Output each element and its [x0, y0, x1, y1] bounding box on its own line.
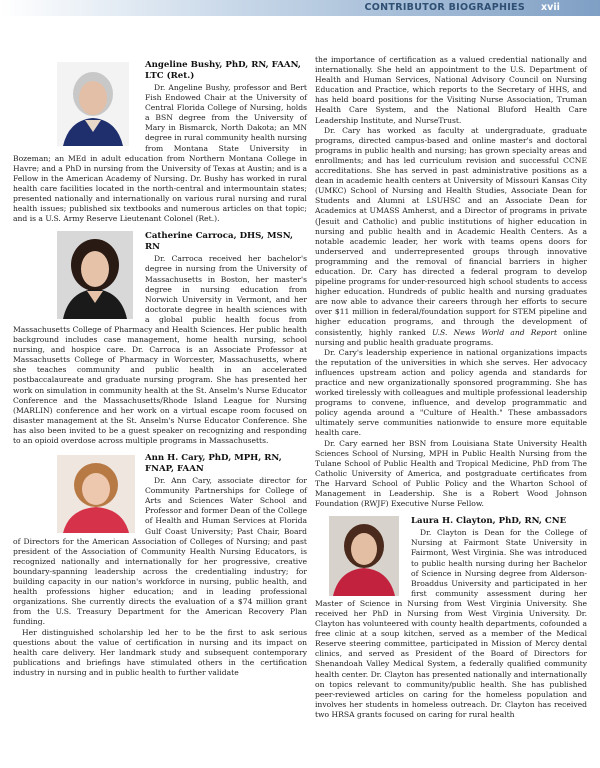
portrait-image	[57, 62, 129, 146]
photo-bushy	[57, 62, 137, 146]
bio-text: online nursing and public health graduate programs.	[315, 327, 588, 347]
bio-paragraph: Dr. Ann Cary, associate director for Community Partnerships for College of Arts and Sciences Water School and Professor and former Dean of the College of Health and Human Services at Florida Gulf Coast University; Past Chair, Board of Directors for the American Association of Colleges of Nursing; and past president of the Association of Community Health Nursing Educators, is recognized nationally and internationally for her progressive, creative boundary-spanning leadership across the credentialing industry; for building capacity in our nation's workforce in nursing, public health, and health professions higher education; and in leading professional organizations. She currently directs the evaluation of a $74 million grant from the U.S. Treasury Department for the American Recovery Plan funding.	[13, 476, 307, 627]
photo-carroca	[57, 231, 137, 319]
bio-cary	[13, 453, 307, 678]
bio-name: Ann H. Cary, PhD, MPH, RN, FNAP, FAAN	[145, 453, 282, 475]
bio-paragraph: Dr. Cary's leadership experience in national organizations impacts the reputation of the universities in which she serves. Her advocacy influences upstream action and policy agenda and standards for practice and new organizationally sponsored programming. She has worked tirelessly with colleagues and multiple professional leadership programs to convene, influence, and develop programmatic and policy agenda around a "Culture of Health." These ambassadors ultimately serve communities nationwide to ensure more equitable health care.	[315, 347, 587, 438]
bio-paragraph	[315, 126, 587, 348]
photo-clayton	[329, 516, 403, 596]
bio-bushy	[13, 60, 307, 224]
page-number: xvii	[541, 2, 560, 13]
portrait-image	[57, 455, 135, 533]
bio-paragraph: Dr. Carroca received her bachelor's degree in nursing from the University of Massachusetts in Boston, her master's degree in nursing education from Norwich University in Vermont, and her doctorate degree in health sciences with a global public health focus from Massachusetts College of Pharmacy and Health Sciences. Her public health background includes case management, home health nursing, school nursing, and hospice care. Dr. Carroca is an Associate Professor at Massachusetts College of Pharmacy in Worcester, Massachusetts, where she teaches community and public health in an accelerated postbaccalaureate and graduate nursing program. She has presented her work on simulation in community health at the St. Anselm's Nurse Educator Conference and the Massachusetts/Rhode Island League for Nursing (MARLIN) conference and her work on a virtual escape room focused on disaster management at the St. Anselm's Nurse Educator Conference. She has also been invited to be a guest speaker on recognizing and responding to an opioid overdose across multiple programs in Massachusetts.	[13, 254, 307, 445]
bio-name: Angeline Bushy, PhD, RN, FAAN, LTC (Ret.)	[145, 60, 301, 81]
bio-paragraph: Dr. Angeline Bushy, professor and Bert Fish Endowed Chair at the University of Central Florida College of Nursing, holds a BSN degree from the University of Mary in Bismarck, North Dakota; an MN degree in rural community health nursing from Montana State University in Bozeman; an MEd in adult education from Northern Montana College in Havre; and a PhD in nursing from the University of Texas at Austin; and is a Fellow in the American Academy of Nursing. Dr. Bushy has worked in rural health care facilities located in the north-central and intermountain states; presented nationally and internationally on various rural nursing and rural health issues; published six textbooks and numerous articles on that topic; and is a U.S. Army Reserve Lieutenant Colonel (Ret.).	[13, 83, 307, 224]
bio-name: Catherine Carroca, DHS, MSN, RN	[145, 231, 294, 253]
portrait-image	[57, 231, 133, 319]
bio-carroca	[13, 231, 307, 446]
photo-cary	[57, 455, 137, 533]
bio-paragraph: Her distinguished scholarship led her to be the first to ask serious questions about the value of certification in nursing and its impact on health care delivery. Her landmark study and subsequent contemporary publications and briefings have stimulated others in the certification industry in nursing and in public health to further validate	[13, 627, 307, 677]
bio-clayton	[315, 516, 587, 720]
left-column	[13, 60, 307, 678]
bio-paragraph: Dr. Cary earned her BSN from Louisiana State University Health Sciences School of Nursing, MPH in Public Health Nursing from the Tulane School of Public Health and Tropical Medicine, PhD from The Catholic University of America, and postgraduate certificates from The Harvard School of Public Policy and the Wharton School of Management in Leadership. She is a Robert Wood Johnson Foundation (RWJF) Executive Nurse Fellow.	[315, 438, 587, 509]
running-header-title: CONTRIBUTOR BIOGRAPHIES	[364, 2, 525, 13]
portrait-image	[329, 516, 399, 596]
bio-paragraph: Dr. Clayton is Dean for the College of Nursing at Fairmont State University in Fairmont, West Virginia. She was introduced to public health nursing during her Bachelor of Science in Nursing degree from Alderson-Broaddus University and participated in her first community assessment during her Master of Science in Nursing from West Virginia University. She received her PhD in Nursing from West Virginia University. Dr. Clayton has volunteered with county health departments, cofounded a free clinic at a soup kitchen, served as a member of the Medical Reserve steering committee, participated in Mission of Mercy dental clinics, and served as President of the Board of Directors for Shenandoah Valley Medical System, a federally qualified community health center. Dr. Clayton has presented nationally and internationally on topics relevant to community/public health. She has published peer-reviewed articles on caring for the homeless population and involves her students in homeless outreach. Dr. Clayton has received two HRSA grants focused on caring for rural health	[315, 528, 587, 719]
bio-text: Dr. Cary has worked as faculty at undergraduate, graduate programs, directed campus-based and online master's and doctoral programs in public health and nursing; has grown specialty areas and enrollments; and has led curriculum revision and successful CCNE accreditations. She has served in past administrative positions as a dean in academic health centers at University of Missouri Kansas City (UMKC) School of Nursing and Health Studies, Associate Dean for Students and Alumni at LSUHSC and an Associate Dean for Academics at UMASS Amherst, and a Director of programs in private (Jesuit and Catholic) and public institutions of higher education in nursing and public health and in Academic Health Centers. As a notable academic leader, her work with teams opens doors for underserved and underrepresented groups through innovative programming and the removal of financial barriers in higher education. Dr. Cary has directed a federal program to develop pipeline programs for under-resourced high school students to access higher education. Hundreds of public health and nursing graduates are now able to advance their careers through her efforts to secure over $11 million in federal/foundation support for STEM pipeline and higher education programs, and through the development of consistently, highly ranked	[315, 125, 587, 337]
publication-title: U.S. News World and Report	[431, 327, 558, 337]
right-column	[315, 55, 587, 720]
bio-paragraph-continued: the importance of certification as a valued credential nationally and internationally. She held an appointment to the U.S. Department of Health and Human Services, National Advisory Council on Nursing Education and Practice, which reports to the Secretary of HHS, and has held board positions for the Visiting Nurse Association, Truman Health Care System, and the National Bluford Health Care Leadership Institute, and NurseTrust.	[315, 55, 587, 125]
bio-name: Laura H. Clayton, PhD, RN, CNE	[411, 516, 567, 527]
